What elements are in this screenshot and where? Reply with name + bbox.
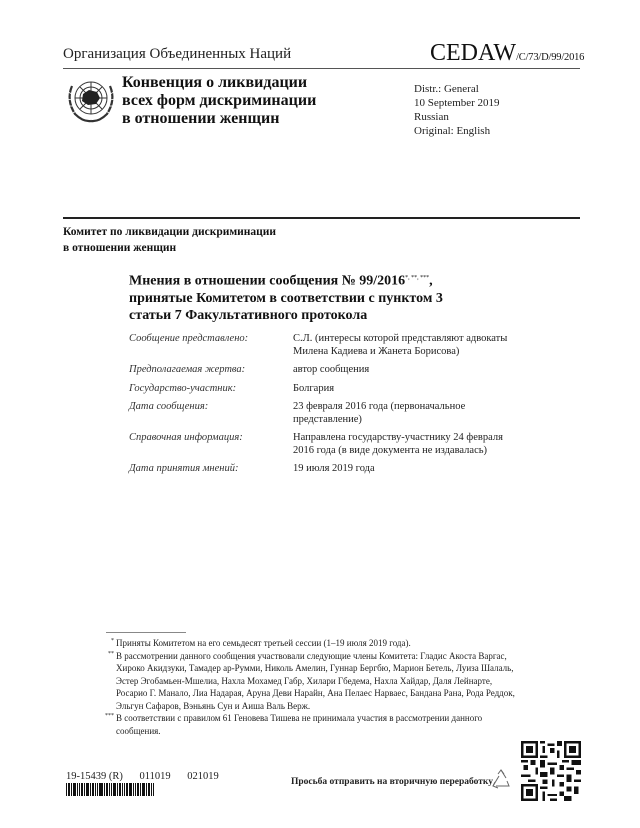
views-title-line: статьи 7 Факультативного протокола <box>129 307 368 323</box>
views-title <box>129 270 443 324</box>
date-code: 021019 <box>187 771 219 782</box>
views-title-line: принятые Комитетом в соответствии с пунктом 3 <box>129 290 443 306</box>
distribution-date: 10 September 2019 <box>414 97 500 109</box>
footnote-mark: * <box>111 638 114 644</box>
section-rule <box>63 217 580 219</box>
metadata-table <box>129 333 529 482</box>
metadata-label: Государство-участник: <box>129 382 237 394</box>
symbol-main: CEDAW <box>430 40 517 66</box>
metadata-value: 23 февраля 2016 года (первоначальное представление) <box>293 401 466 425</box>
metadata-row <box>129 364 529 377</box>
metadata-value: С.Л. (интересы которой представляют адвокаты Милена Кадиева и Жанета Борисова) <box>293 333 508 357</box>
views-title-text: Мнения в отношении сообщения № 99/2016 <box>129 273 406 289</box>
barcode-icon <box>66 783 176 796</box>
footnote-mark: ** <box>108 650 114 657</box>
committee-name <box>63 224 276 256</box>
metadata-label: Справочная информация: <box>129 432 243 443</box>
convention-title-line: Конвенция о ликвидации <box>122 74 308 91</box>
footnote <box>108 650 516 713</box>
metadata-value: 19 июля 2019 года <box>293 463 375 474</box>
distribution-line: Distr.: General <box>414 83 479 95</box>
job-number: 19-15439 (R) <box>66 771 123 782</box>
convention-title-line: в отношении женщин <box>122 110 280 127</box>
metadata-value: Болгария <box>293 382 335 394</box>
footnote <box>111 637 516 650</box>
distribution-language: Russian <box>414 111 449 123</box>
metadata-row <box>129 432 529 457</box>
footnote-text: В рассмотрении данного сообщения участвовали следующие члены Комитета: Гладис Акоста Варгас, Хироко Акидзуки, Тамадер ар-Румми, Николь Амелин, Гуннар Бергбю, Марион Бетель, Луиза Шалаль, Эстер Эгобамьен-Мшелиа, Нахла Мохамед Габр, Хилари Гбедема, Нахла Хайдар, Даля Лейнарте, Росарио Г. Манало, Лиа Надарая, Аруна Деви Нарайн, Ана Пелаес Нарваес, Бандана Рана, Рода Реддок, Эльгун Сафаров, Вэньянь Сун и Аиша Валь Верж. <box>116 650 515 711</box>
date-code: 011019 <box>139 771 171 782</box>
metadata-label: Сообщение представлено: <box>129 333 249 344</box>
symbol-suffix: /C/73/D/99/2016 <box>516 52 585 63</box>
metadata-value: Направлена государству-участнику 24 февраля 2016 года (в виде документа не издавалась) <box>293 432 503 456</box>
metadata-row <box>129 383 529 396</box>
recycle-text: Просьба отправить на вторичную переработку <box>291 777 493 787</box>
footnote-text: Приняты Комитетом на его семьдесят третьей сессии (1–19 июля 2019 года). <box>116 638 411 648</box>
document-job-number <box>66 771 233 782</box>
metadata-value: автор сообщения <box>293 364 370 375</box>
views-title-line <box>129 270 443 290</box>
document-symbol <box>430 40 584 67</box>
committee-line: в отношении женщин <box>63 242 177 254</box>
comma: , <box>429 273 433 289</box>
organization-name: Организация Объединенных Наций <box>63 46 292 62</box>
header-rule <box>63 68 580 69</box>
metadata-row <box>129 401 529 426</box>
metadata-label: Дата сообщения: <box>129 401 209 412</box>
committee-line: Комитет по ликвидации дискриминации <box>63 226 277 238</box>
un-emblem-icon <box>63 74 119 126</box>
footnote-marks: *, **, *** <box>405 275 430 281</box>
footnote-separator <box>106 632 186 633</box>
footnote <box>105 712 516 737</box>
footnote-text: В соответствии с правилом 61 Геновева Тишева не принимала участия в рассмотрении данного сообщения. <box>116 713 483 736</box>
recycle-icon <box>490 768 512 790</box>
qr-code-icon <box>521 741 581 801</box>
footnotes <box>105 637 516 737</box>
metadata-label: Предполагаемая жертва: <box>129 364 246 375</box>
distribution-block <box>414 82 500 138</box>
convention-title-line: всех форм дискриминации <box>122 92 317 109</box>
metadata-row <box>129 463 529 476</box>
original-language: Original: English <box>414 125 491 137</box>
convention-title <box>122 74 316 128</box>
metadata-row <box>129 333 529 358</box>
footnote-mark: *** <box>105 713 114 719</box>
metadata-label: Дата принятия мнений: <box>129 463 239 474</box>
